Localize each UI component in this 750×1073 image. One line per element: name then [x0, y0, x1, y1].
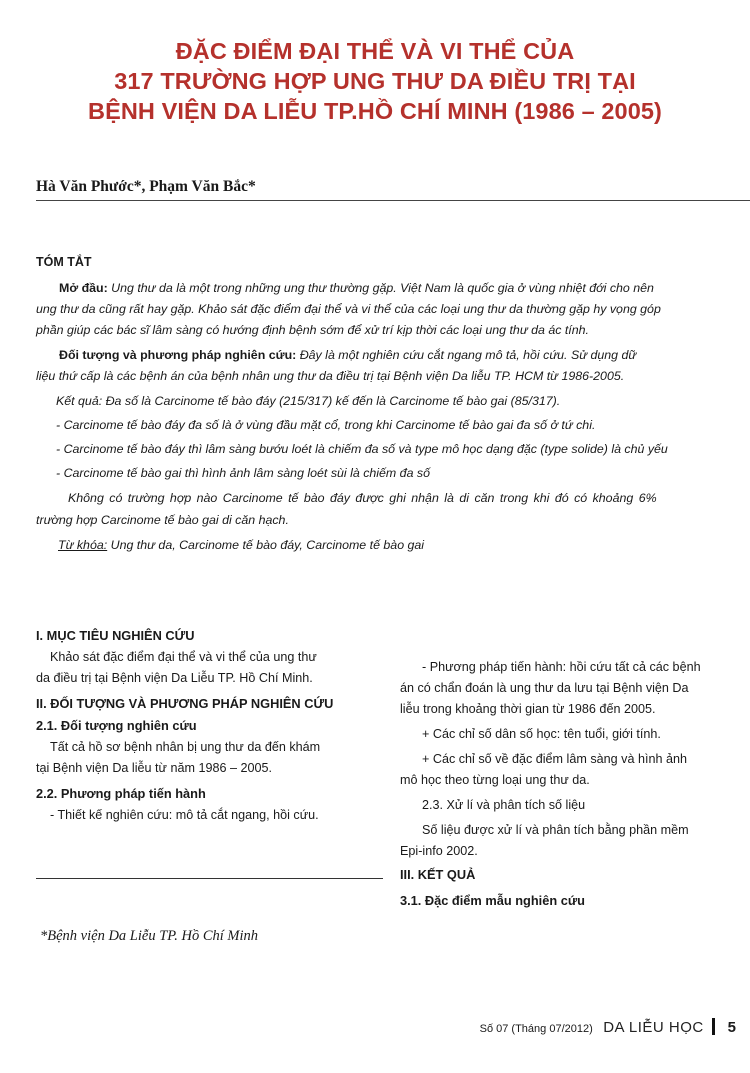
article-title: [0, 36, 750, 126]
intro-text-1: Ung thư da là một trong những ung thư thường gặp. Việt Nam là quốc gia ở vùng nhiệt đới cho nên: [107, 281, 654, 295]
section-2-2-line-1: - Thiết kế nghiên cứu: mô tả cắt ngang, hồi cứu.: [50, 808, 319, 822]
right-column: [400, 657, 745, 912]
footer-bar: [712, 1018, 715, 1035]
section-1-line-2: da điều trị tại Bệnh viện Da Liễu TP. Hồ Chí Minh.: [36, 671, 313, 685]
section-2-2-heading: 2.2. Phương pháp tiến hành: [36, 786, 206, 801]
abstract-methods-line-2: liệu thứ cấp là các bệnh án của bệnh nhân ung thư da điều trị tại Bệnh viện Da liễu TP. HCM từ 1986-2005.: [36, 369, 625, 383]
page-number: 5: [727, 1019, 736, 1036]
section-2-1-heading: 2.1. Đối tượng nghiên cứu: [36, 718, 197, 733]
authors: Hà Văn Phước*, Phạm Văn Bắc*: [36, 178, 256, 195]
issue-info: Số 07 (Tháng 07/2012): [479, 1023, 593, 1035]
author-divider: [36, 200, 750, 201]
abstract-intro-line-3: phần giúp các bác sĩ lâm sàng có hướng định bệnh sớm để xử trí kịp thời các loại ung thư da ác tính.: [36, 323, 589, 337]
right-p4: 2.3. Xử lí và phân tích số liệu: [422, 798, 586, 812]
footnote-divider: [36, 878, 383, 879]
title-line-1: ĐẶC ĐIỂM ĐẠI THỂ VÀ VI THỂ CỦA: [175, 38, 575, 64]
right-p2: + Các chỉ số dân số học: tên tuổi, giới tính.: [422, 727, 661, 741]
right-p1-line-2: án có chẩn đoán là ung thư da lưu tại Bệnh viện Da: [400, 681, 689, 695]
title-line-3: BỆNH VIỆN DA LIỄU TP.HỒ CHÍ MINH (1986 – 2005): [88, 98, 662, 124]
right-p1-line-3: liễu trong khoảng thời gian từ 1986 đến 2005.: [400, 702, 656, 716]
abstract-heading: TÓM TẮT: [36, 255, 92, 269]
methods-label: Đối tượng và phương pháp nghiên cứu:: [59, 348, 297, 362]
section-3-heading: III. KẾT QUẢ: [400, 867, 476, 882]
abstract-metastasis-line-1: Không có trường hợp nào Carcinome tế bào đáy được ghi nhận là di căn trong khi đó có khoảng 6%: [68, 491, 657, 505]
keywords-label: Từ khóa:: [58, 538, 108, 552]
section-1-heading: I. MỤC TIÊU NGHIÊN CỨU: [36, 628, 195, 643]
abstract-bullet-3: - Carcinome tế bào gai thì hình ảnh lâm sàng loét sùi là chiếm đa số: [56, 466, 430, 480]
right-p5-line-2: Epi-info 2002.: [400, 844, 478, 858]
abstract-intro-line-1: [36, 278, 750, 299]
section-2-heading: II. ĐỐI TƯỢNG VÀ PHƯƠNG PHÁP NGHIÊN CỨU: [36, 696, 334, 711]
abstract-results: Kết quả: Đa số là Carcinome tế bào đáy (215/317) kế đến là Carcinome tế bào gai (85/317).: [56, 394, 561, 408]
methods-text-1: Đây là một nghiên cứu cắt ngang mô tả, hồi cứu. Sử dụng dữ: [296, 348, 637, 362]
right-p5-line-1: Số liệu được xử lí và phân tích bằng phần mềm: [422, 823, 689, 837]
affiliation-footnote: *Bệnh viện Da Liễu TP. Hồ Chí Minh: [40, 928, 259, 944]
abstract-bullet-2: - Carcinome tế bào đáy thì lâm sàng bướu loét là chiếm đa số và type mô học dạng đặc (type solide) là chủ yếu: [56, 442, 668, 456]
page-footer: [480, 1018, 736, 1037]
section-1-line-1: Khảo sát đặc điểm đại thể và vi thể của ung thư: [50, 650, 317, 664]
abstract-intro-line-2: ung thư da cũng rất hay gặp. Khảo sát đặc điểm đại thể và vi thể của các loại ung thư da thường gặp hy vọng góp: [36, 302, 661, 316]
title-line-2: 317 TRƯỜNG HỢP UNG THƯ DA ĐIỀU TRỊ TẠI: [114, 68, 636, 94]
intro-label: Mở đầu:: [59, 281, 108, 295]
section-3-1-heading: 3.1. Đặc điểm mẫu nghiên cứu: [400, 893, 585, 908]
keywords-text: Ung thư da, Carcinome tế bào đáy, Carcinome tế bào gai: [107, 538, 425, 552]
abstract-methods-line-1: [36, 345, 750, 366]
left-column: [36, 625, 381, 826]
journal-name: DA LIỄU HỌC: [603, 1019, 704, 1036]
right-p3-line-1: + Các chỉ số về đặc điểm lâm sàng và hình ảnh: [422, 752, 687, 766]
right-p3-line-2: mô học theo từng loại ung thư da.: [400, 773, 590, 787]
abstract-keywords: [58, 535, 750, 556]
abstract-metastasis-line-2: trường hợp Carcinome tế bào gai di căn hạch.: [36, 513, 289, 527]
section-2-1-line-2: tại Bệnh viện Da liễu từ năm 1986 – 2005.: [36, 761, 272, 775]
right-p1-line-1: - Phương pháp tiến hành: hồi cứu tất cả các bệnh: [422, 660, 701, 674]
section-2-1-line-1: Tất cả hồ sơ bệnh nhân bị ung thư da đến khám: [50, 740, 321, 754]
abstract-bullet-1: - Carcinome tế bào đáy đa số là ở vùng đầu mặt cổ, trong khi Carcinome tế bào gai đa số ở tứ chi.: [56, 418, 596, 432]
